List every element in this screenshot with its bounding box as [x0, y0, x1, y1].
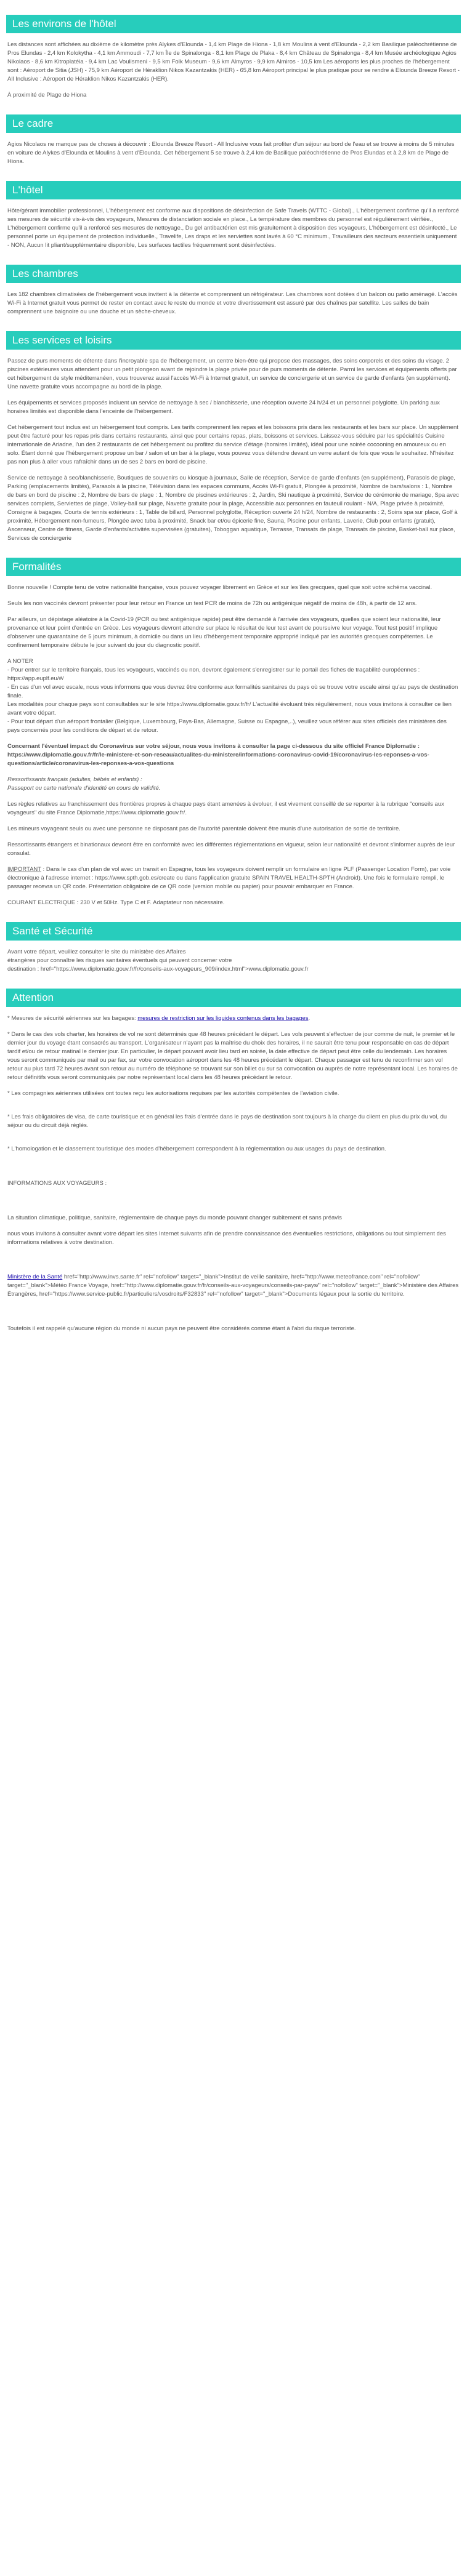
baggage-suffix: . — [308, 1015, 311, 1022]
section-services — [0, 331, 467, 543]
documents-line-2: Passeport ou carte nationale d'identité en cours de validité. — [7, 785, 161, 792]
section-attention — [0, 989, 467, 1333]
services-list: Service de nettoyage à sec/blanchisserie, Boutiques de souvenirs ou kiosque à journaux, Salle de réception, Service de garde d'enfants (en supplément), Parasols de plage, Parking (emplacements limités), Parasols à la piscine, Télévision dans les espaces communs, Accès Wi-Fi gratuit, Plongée à proximité, Nombre de bars/salons : 1, Nombre de bars en bord de piscine : 2, Nombre de bars de plage : 1, Nombre de piscines extérieures : 2, Jardin, Ski nautique à proximité, Service de cérémonie de mariage, Spa avec services complets, Serviettes de plage, Volley-ball sur plage, Navette gratuite pour la plage, Accessible aux personnes en fauteuil roulant - N/A, Plage privée à proximité, Consigne à bagages, Courts de tennis extérieurs : 1, Table de billard, Personnel polyglotte, Réception ouverte 24 h/24, Nombre de restaurants : 2, Soins spa sur place, Golf à proximité, Hébergement non-fumeurs, Plongée avec tuba à proximité, Snack bar et/ou épicerie fine, Sauna, Piscine pour enfants, Laverie, Club pour enfants (gratuit), Ascenseur, Centre de fitness, Garde d'enfants/activités supervisées (gratuites), Toboggan aquatique, Terrasse, Transats de plage, Transats de piscine, Basket-ball sur place, Services de conciergerie — [7, 475, 459, 542]
note-item-1: - Pour entrer sur le territoire français, tous les voyageurs, vaccinés ou non, devront également s'enregistrer sur le portail des fiches de traçabilité européennes : https://app.euplf.eu/#/ — [7, 667, 420, 682]
spacer — [7, 1262, 460, 1273]
formalites-note — [7, 657, 460, 735]
services-restaurants: Cet hébergement tout inclus est un hébergement tout compris. Les tarifs comprennent les repas et les boissons pris dans les restaurants et les bars sur place. Un supplément peut être facturé pour les repas pris dans certains restaurants, ainsi que pour certains repas, plats, boissons et services. Laissez-vous séduire par les spécialités Cuisine internationale de Ariadne, l'un des 2 restaurants de cet hébergement ou profitez du service d'étage (horaires limités), idéal pour une soirée cocooning en amoureux ou en solo. Étant donné que l'hébergement propose un bar / salon et un bar à la plage, vous pouvez vous détendre devant un verre autant de fois que vous le souhaitez. N'hésitez pas non plus à aller vous rafraîchir dans un de ses 2 bars en bord de piscine. — [7, 424, 458, 465]
section-formalites — [0, 558, 467, 907]
spacer — [7, 1203, 460, 1214]
section-title-chambres: Les chambres — [6, 265, 461, 283]
documents-line-1: Ressortissants français (adultes, bébés et enfants) : — [7, 776, 142, 783]
services-spa: Passez de purs moments de détente dans l'incroyable spa de l'hébergement, un centre bien-être qui propose des massages, des soins corporels et des soins du visage. 2 piscines extérieures vous attendent pour un petit plongeon avant de rejoindre la plage privée pour de purs moments de détente. Parmi les services et équipements offerts par cet hébergement de style méditerranéen, vous trouverez aussi l'accès Wi-Fi à Internet gratuit, un service de conciergerie et un service de garde d'enfants (en supplément). Une navette gratuite vous accompagne au bord de la plage. — [7, 358, 457, 390]
formalites-good-news: Bonne nouvelle ! Compte tenu de votre nationalité française, vous pouvez voyager librement en Grèce et sur les îles grecques, quel que soit votre schéma vaccinal. — [7, 584, 432, 591]
section-sante — [0, 922, 467, 974]
section-title-sante: Santé et Sécurité — [6, 922, 461, 941]
formalites-important — [7, 865, 460, 891]
section-chambres — [0, 265, 467, 316]
formalites-minors: Les mineurs voyageant seuls ou avec une personne ne disposant pas de l'autorité parentale doivent être munis d'une autorisation de sortie de territoire. — [7, 825, 400, 832]
cadre-description: Agios Nicolaos ne manque pas de choses à découvrir : Elounda Breeze Resort - All Inclusive vous fait profiter d'un séjour au bord de l'eau et se trouve à moins de 5 minutes en voiture de Alykes d'Elounda et Moulins à vent d'Elounda. Cet hébergement 5 se trouve à 2,4 km de Basilique paléochrétienne de Pros Elundas et à 2,8 km de Plage de Hiona. — [7, 141, 455, 165]
attention-visa: * Les frais obligatoires de visa, de carte touristique et en général les frais d'entrée dans le pays de destination sont toujours à la charge du client en plus du prix du vol, du séjour ou du circuit déjà réglés. — [7, 1113, 447, 1129]
services-equipments: Les équipements et services proposés incluent un service de nettoyage à sec / blanchisserie, une réception ouverte 24 h/24 et un personnel polyglotte. Un parking aux horaires limités est disponible dans l'enceinte de l'hébergement. — [7, 399, 440, 415]
formalites-random-test: Par ailleurs, un dépistage aléatoire à la Covid-19 (PCR ou test antigénique rapide) peut être demandé à l'arrivée des voyageurs, quelles que soient leur nationalité, leur provenance et leur point d'entrée en Grèce. Les voyageurs devront attendre sur place le résultat de leur test avant de poursuivre leur voyage. Tout test positif implique d'observer une quarantaine de 5 jours minimum, à domicile ou dans un lieu d'hébergement temporaire approprié indiqué par les autorités grecques compétentes. Le confinement temporaire débute le jour suivant du jour du diagnostic positif. — [7, 616, 441, 649]
attention-charter: * Dans le cas des vols charter, les horaires de vol ne sont déterminés que 48 heures précédant le départ. Les vols peuvent s'effectuer de jour comme de nuit, le premier et le dernier jour du voyage étant consacrés au transport. L'organisateur n'ayant pas la maîtrise du choix des horaires, il ne saurait être tenu pour responsable en cas de départ tardif et/ou de retour matinal le dernier jour. En particulier, le départ pouvant avoir lieu tard en soirée, la date effective de départ peut être celle du lendemain. Les horaires vous seront communiqués par mail ou par fax, sur votre convocation aéroport dans les 48 heures précédant le départ. Chaque passager est tenu de reconfirmer son vol retour au plus tard 72 heures avant son retour au numéro de téléphone se trouvant sur son billet ou sur sa convocation ou auprès de notre représentant local. Les horaires de retour définitifs vous seront communiqués par notre représentant local dans les 48 heures précédant le retour. — [7, 1031, 458, 1081]
note-item-2: - En cas d'un vol avec escale, nous vous informons que vous devrez être conforme aux formalités sanitaires du pays où se trouve votre escale ainsi qu'au pays de destination finale. — [7, 684, 458, 699]
attention-links — [7, 1273, 460, 1299]
formalites-return-test: Seuls les non vaccinés devront présenter pour leur retour en France un test PCR de moins de 72h ou antigénique négatif de moins de 48h, à partir de 12 ans. — [7, 600, 417, 607]
environs-distances: Les distances sont affichées au dixième de kilomètre près Alykes d'Elounda - 1,4 km Plage de Hiona - 1,8 km Moulins à vent d'Elounda - 2,2 km Basilique paléochrétienne de Pros Elundas - 2,4 km Kolokytha - 4,1 km Ammoudi - 7,7 km Île de Spinalonga - 8,1 km Plage de Plaka - 8,4 km Château de Spinalonga - 8,4 km Musée archéologique Agios Nikolaos - 8,6 km Kitroplatéia - 9,4 km Lac Voulismeni - 9,5 km Folk Museum - 9,6 km Almyros - 9,9 km Almiros - 10,5 km Les aéroports les plus proches de l'hébergement sont : Aéroport de Sitia (JSH) - 75,9 km Aéroport de Héraklion Nikos Kazantzakis (HER) - 65,8 km Aéroport principal le plus pratique pour se rendre à Elounda Breeze Resort - All Inclusive : Aéroport de Héraklion Nikos Kazantzakis (HER). — [7, 41, 460, 82]
attention-info-title: INFORMATIONS AUX VOYAGEURS : — [7, 1180, 107, 1187]
attention-situation: La situation climatique, politique, sanitaire, réglementaire de chaque pays du monde pouvant changer subitement et sans préavis — [7, 1214, 342, 1221]
formalites-documents — [7, 776, 460, 793]
section-title-hotel: L'hôtel — [6, 181, 461, 199]
sante-description — [7, 948, 460, 974]
section-cadre — [0, 114, 467, 166]
hotel-description: Hôte/gérant immobilier professionnel, L'hébergement est conforme aux dispositions de désinfection de Safe Travels (WTTC - Global)., L'hébergement confirme qu'il a renforcé ses mesures de sécurité vis-à-vis des voyageurs, Mesures de distanciation sociale en place., La température des membres du personnel est régulièrement vérifiée., L'hébergement confirme qu'il a renforcé ses mesures de nettoyage., Du gel antibactérien est mis gratuitement à disposition des voyageurs, L'hébergement est désinfecté., Le personnel porte un équipement de protection individuelle., Travelife, Les draps et les serviettes sont lavés à 60 °C minimum., Travailleurs des secteurs essentiels uniquement - NON, Aucun lit pliant/supplémentaire disponible, Les surfaces tactiles fréquemment sont désinfectées. — [7, 207, 460, 249]
important-text: : Dans le cas d'un plan de vol avec un transit en Espagne, tous les voyageurs doivent remplir un formulaire en ligne PLF (Passenger Location Form), par voie électronique à l'adresse internet : https://www.spth.gob.es/create ou dans l'application gratuite SPAIN TRAVEL HEALTH-SPTH (Android). Une fois le formulaire rempli, le passager recevra un QR code. Présentation obligatoire de ce QR code (version mobile ou papier) pour pouvoir embarquer en France. — [7, 866, 451, 890]
attention-terrorism: Toutefois il est rappelé qu'aucune région du monde ni aucun pays ne peuvent être considérés comme étant à l'abri du risque terroriste. — [7, 1325, 356, 1332]
important-label: IMPORTANT — [7, 866, 41, 873]
environs-nearby: À proximité de Plage de Hiona — [7, 92, 87, 98]
sante-line-1: Avant votre départ, veuillez consulter le site du ministère des Affaires — [7, 949, 186, 955]
section-hotel — [0, 181, 467, 250]
section-title-environs: Les environs de l'hôtel — [6, 15, 461, 33]
attention-airlines: * Les compagnies aériennes utilisées ont toutes reçu les autorisations requises par les autorités compétentes de l'aviation civile. — [7, 1090, 339, 1097]
ministere-sante-link[interactable]: Ministère de la Santé — [7, 1274, 63, 1280]
liquids-restriction-link[interactable]: mesures de restriction sur les liquides contenus dans les bagages — [137, 1015, 309, 1022]
chambres-description: Les 182 chambres climatisées de l'hébergement vous invitent à la détente et comprennent un réfrigérateur. Les chambres sont dotées d'un balcon ou patio aménagé. L'accès Wi-Fi à Internet gratuit vous permet de rester en contact avec le reste du monde et votre divertissement est assuré par des chaînes par satellite. Les salles de bain comprennent une baignoire ou une douche et un sèche-cheveux. — [7, 291, 458, 315]
baggage-prefix: * Mesures de sécurité aériennes sur les bagages: — [7, 1015, 138, 1022]
sante-line-2: étrangères pour connaître les risques sanitaires éventuels qui peuvent concerner votre — [7, 957, 232, 964]
section-title-cadre: Le cadre — [6, 114, 461, 133]
links-rest: href="http://www.invs.sante.fr" rel="nofollow" target="_blank">Institut de veille sanitaire, href="http://www.meteofrance.com" rel="nofollow" target="_blank">Météo France Voyage, href="http://www.diplomatie.gouv.fr/fr/conseils-aux-voyageurs/conseils-par-pays/" rel="nofollow" target="_blank">Ministère des Affaires Étrangères, href="https://www.service-public.fr/particuliers/vosdroits/F32833" rel="nofollow" target="_blank">Documents légaux pour la sortie du territoire. — [7, 1274, 459, 1298]
spacer — [7, 1168, 460, 1179]
note-item-3: Les modalités pour chaque pays sont consultables sur le site https://www.diplomatie.gouv.fr/fr/ L'actualité évoluant très régulièrement, nous vous invitons à consulter ce lien avant votre départ. — [7, 701, 452, 716]
sante-line-3: destination : href="https://www.diplomatie.gouv.fr/fr/conseils-aux-voyageurs_909/index.html">www.diplomatie.gouv.fr — [7, 966, 309, 973]
section-title-formalites: Formalités — [6, 558, 461, 576]
note-item-4: - Pour tout départ d'un aéroport frontalier (Belgique, Luxembourg, Pays-Bas, Allemagne, Suisse ou Espagne,..), veuillez vous référer aux sites officiels des ministères des pays concernés pour les conditions de départ et de retour. — [7, 718, 447, 734]
formalites-borders: Les règles relatives au franchissement des frontières propres à chaque pays étant amenées à évoluer, il est vivement conseillé de se reporter à la rubrique "conseils aux voyageurs" du site France Diplomatie,https://www.diplomatie.gouv.fr/. — [7, 801, 444, 816]
section-title-services: Les services et loisirs — [6, 331, 461, 350]
formalites-foreigners: Ressortissants étrangers et binationaux devront être en conformité avec les différentes réglementations en vigueur, selon leur nationalité et devront s'informer auprès de leur consulat. — [7, 841, 455, 857]
formalites-coronavirus-link: Concernant l'éventuel impact du Coronavirus sur votre séjour, nous vous invitons à consulter la page ci-dessous du site officiel France Diplomatie : https://www.diplomatie.gouv.fr/fr/le-ministere-et-son-reseau/actualites-du-ministere/informations-coronavirus-covid-19/coronavirus-les-reponses-a-vos-questions/article/coronavirus-les-reponses-a-vos-questions — [7, 743, 429, 767]
note-title: A NOTER — [7, 658, 33, 665]
section-title-attention: Attention — [6, 989, 461, 1007]
spacer — [7, 1314, 460, 1325]
formalites-courant: COURANT ELECTRIQUE : 230 V et 50Hz. Type C et F. Adaptateur non nécessaire. — [7, 899, 225, 906]
section-environs — [0, 15, 467, 100]
attention-classification: * L'homologation et le classement touristique des modes d'hébergement correspondent à la réglementation ou aux usages du pays de destination. — [7, 1146, 386, 1152]
attention-websites: nous vous invitons à consulter avant votre départ les sites Internet suivants afin de prendre connaissance des éventuelles restrictions, obligations ou tout simplement des informations relatives à votre destination. — [7, 1230, 446, 1246]
attention-baggage — [7, 1014, 460, 1023]
